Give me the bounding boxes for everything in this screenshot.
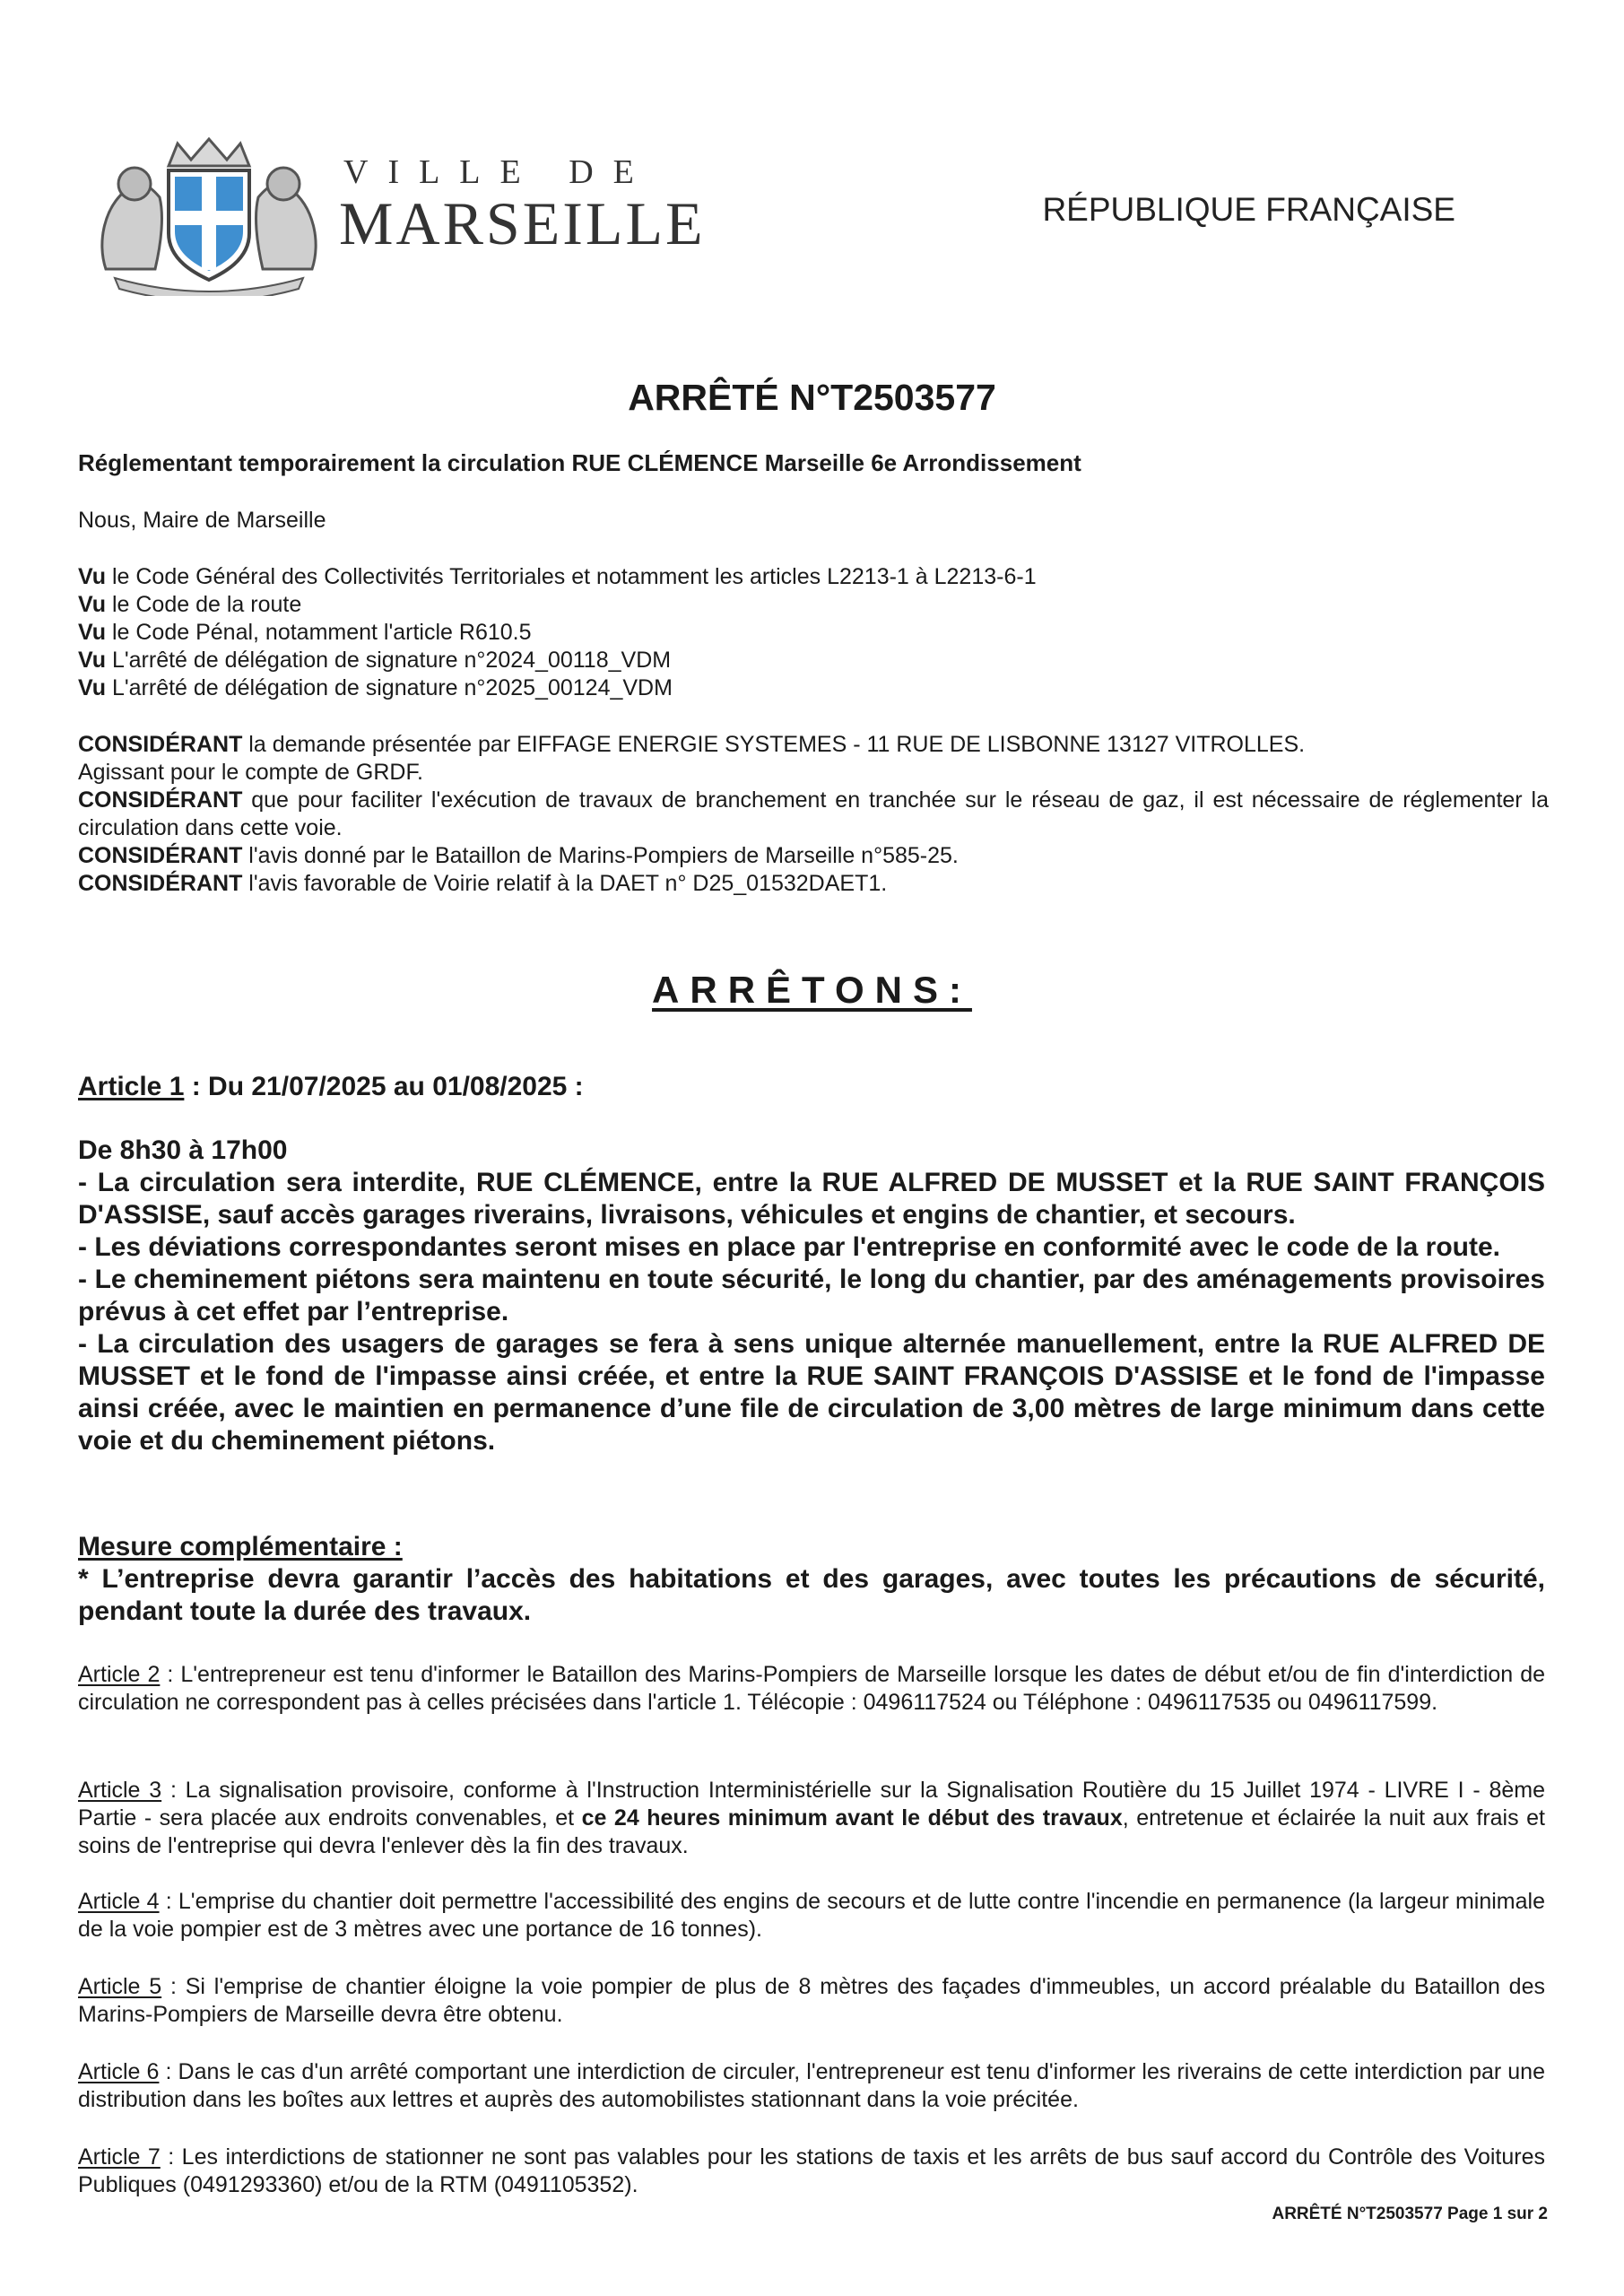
considerant-item [78,870,1549,898]
considerant-text: Agissant pour le compte de GRDF. [78,760,423,785]
article-5-text: : Si l'emprise de chantier éloigne la voie pompier de plus de 8 mètres des façades d'immeubles, un accord préalable du Bataillon des Marins-Pompiers de Marseille devra être obtenu. [78,1974,1545,2027]
article-3-bold: ce 24 heures minimum avant le début des travaux [581,1805,1123,1831]
considerant-item [78,759,1549,787]
considerant-list [78,731,1549,898]
vu-text: L'arrêté de délégation de signature n°2024_00118_VDM [106,648,672,673]
considerant-text: que pour faciliter l'exécution de travaux de branchement en tranchée sur le réseau de gaz, il est nécessaire de réglementer la circulation dans cette voie. [78,787,1549,840]
article-7-label: Article 7 [78,2144,161,2170]
article-7 [78,2144,1545,2199]
vu-item [78,647,1037,674]
considerant-label: CONSIDÉRANT [78,843,243,868]
article-2-label: Article 2 [78,1662,161,1687]
republique-francaise-heading: RÉPUBLIQUE FRANÇAISE [1042,191,1455,228]
intro-text: Nous, Maire de Marseille [78,508,326,533]
article-3-text: : La signalisation provisoire, conforme à l'Instruction Interministérielle sur la Signalisation Routière du 15 Juillet 1974 - LIVRE I - 8ème Partie - sera placée aux endroits convenables, et [78,1778,1546,1831]
vu-item [78,619,1037,647]
vu-list [78,563,1037,702]
arretons-heading: ARRÊTONS: [652,969,972,1011]
vu-text: le Code Général des Collectivités Territoriales et notamment les articles L2213-1 à L2213-6-1 [106,564,1037,589]
article-5-label: Article 5 [78,1974,162,1999]
article-1-heading [78,1072,584,1102]
logo-line-marseille: MARSEILLE [339,189,706,257]
article-1-item: - Les déviations correspondantes seront mises en place par l'entreprise en conformité avec le code de la route. [78,1232,1501,1262]
article-4 [78,1888,1545,1944]
article-5 [78,1973,1545,2029]
document-title: ARRÊTÉ N°T2503577 [628,377,996,418]
article-1-label: Article 1 [78,1072,185,1101]
vu-label: Vu [78,675,107,700]
article-1-body [78,1135,1545,1457]
considerant-item [78,731,1549,759]
article-1-dates: : Du 21/07/2025 au 01/08/2025 : [184,1072,584,1101]
vu-item [78,563,1037,591]
considerant-text: l'avis favorable de Voirie relatif à la DAET n° D25_01532DAET1. [242,871,888,896]
vu-label: Vu [78,592,107,617]
considerant-item [78,787,1549,842]
article-2 [78,1661,1545,1717]
considerant-text: la demande présentée par EIFFAGE ENERGIE SYSTEMES - 11 RUE DE LISBONNE 13127 VITROLLES. [242,732,1306,757]
article-3-text-end: , entretenue et éclairée la nuit aux frais et soins de l'entreprise qui devra l'enlever dès la fin des travaux. [78,1805,1545,1858]
vu-text: L'arrêté de délégation de signature n°2025_00124_VDM [106,675,673,700]
article-6-label: Article 6 [78,2059,160,2084]
vu-item [78,591,1037,619]
article-4-text: : L'emprise du chantier doit permettre l'accessibilité des engins de secours et de lutte contre l'incendie en permanence (la largeur minimale de la voie pompier est de 3 mètres avec une portance de 16 tonnes). [78,1889,1545,1942]
vu-item [78,674,1037,702]
vu-text: le Code Pénal, notamment l'article R610.5 [106,620,532,645]
article-1-hours: De 8h30 à 17h00 [78,1135,288,1165]
page-footer: ARRÊTÉ N°T2503577 Page 1 sur 2 [1272,2205,1548,2223]
article-7-text: : Les interdictions de stationner ne sont pas valables pour les stations de taxis et les arrêts de bus sauf accord du Contrôle des Voitures Publiques (0491293360) et/ou de la RTM (0491105352). [78,2144,1545,2197]
vu-text: le Code de la route [106,592,302,617]
considerant-label: CONSIDÉRANT [78,732,243,757]
mesure-complementaire [78,1531,1545,1628]
vu-label: Vu [78,564,107,589]
considerant-label: CONSIDÉRANT [78,787,243,813]
considerant-text: l'avis donné par le Bataillon de Marins-Pompiers de Marseille n°585-25. [242,843,959,868]
article-6 [78,2058,1545,2114]
article-3-label: Article 3 [78,1778,162,1803]
logo-line-ville-de: VILLE DE [343,153,654,191]
coat-of-arms-icon [79,135,339,296]
considerant-label: CONSIDÉRANT [78,871,243,896]
article-4-label: Article 4 [78,1889,160,1914]
article-2-text: : L'entrepreneur est tenu d'informer le Bataillon des Marins-Pompiers de Marseille lorsque les dates de début et/ou de fin d'interdiction de circulation ne correspondent pas à celles précisées dans l'article 1. Télécopie : 0496117524 ou Téléphone : 0496117535 ou 0496117599. [78,1662,1546,1715]
vu-label: Vu [78,648,107,673]
document-subtitle: Réglementant temporairement la circulation RUE CLÉMENCE Marseille 6e Arrondissement [78,449,1081,476]
vu-label: Vu [78,620,107,645]
article-1-item: - Le cheminement piétons sera maintenu en toute sécurité, le long du chantier, par des aménagements provisoires prévus à cet effet par l’entreprise. [78,1265,1545,1326]
article-1-item: - La circulation des usagers de garages se fera à sens unique alternée manuellement, entre la RUE ALFRED DE MUSSET et le fond de l'impasse ainsi créée, et entre la RUE SAINT FRANÇOIS D'ASSISE et le fond de l'impasse ainsi créée, avec le maintien en permanence d’une file de circulation de 3,00 mètres de large minimum dans cette voie et du cheminement piétons. [78,1329,1545,1456]
article-3 [78,1777,1545,1860]
mesure-label: Mesure complémentaire : [78,1532,403,1561]
considerant-item [78,842,1549,870]
article-6-text: : Dans le cas d'un arrêté comportant une interdiction de circuler, l'entrepreneur est tenu d'informer les riverains de cette interdiction par une distribution dans les boîtes aux lettres et auprès des automobilistes stationnant dans la voie précitée. [78,2059,1545,2112]
article-1-item: - La circulation sera interdite, RUE CLÉMENCE, entre la RUE ALFRED DE MUSSET et la RUE SAINT FRANÇOIS D'ASSISE, sauf accès garages riverains, livraisons, véhicules et engins de chantier, et secours. [78,1168,1545,1230]
mesure-text: * L’entreprise devra garantir l’accès des habitations et des garages, avec toutes les précautions de sécurité, pendant toute la durée des travaux. [78,1564,1545,1626]
